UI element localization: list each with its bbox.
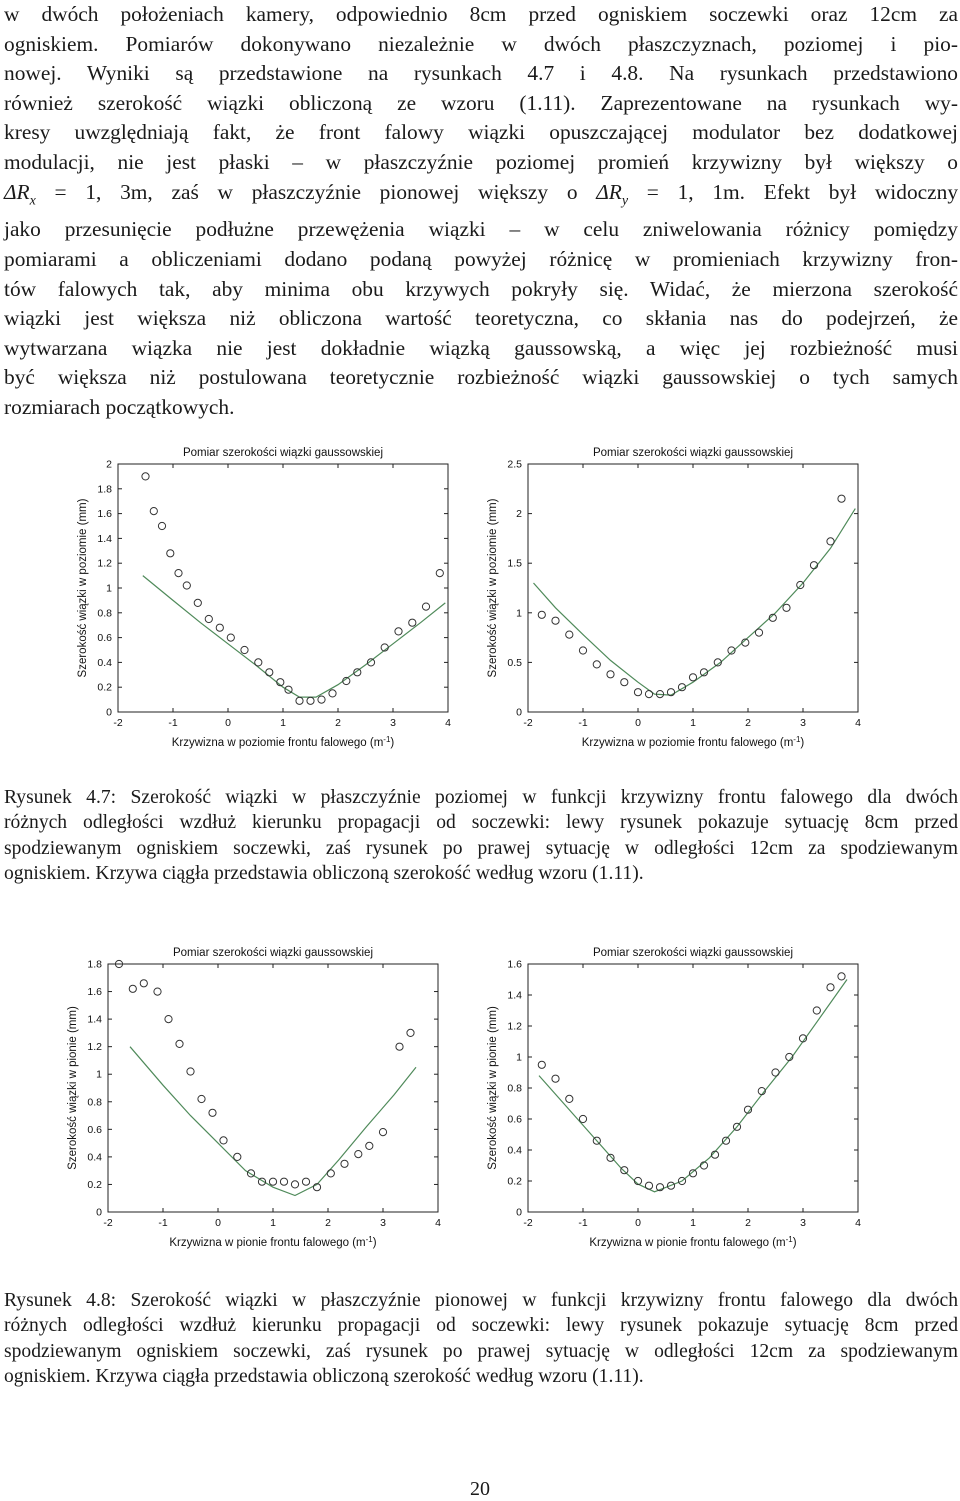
plot-frame [528, 464, 858, 712]
measured-point [187, 1068, 194, 1075]
ry-value: = 1, 1m. [628, 179, 746, 204]
x-tick-label: -2 [523, 717, 533, 729]
measured-point [645, 1182, 652, 1189]
x-tick-label: -1 [158, 1217, 168, 1229]
measured-point [167, 550, 174, 557]
paragraph-line: rozmiarach początkowych. [4, 395, 235, 419]
measured-point [158, 522, 165, 529]
computed-curve [130, 1047, 416, 1196]
rx-value: = 1, 3m, [35, 179, 153, 204]
y-tick-label: 0.6 [87, 1123, 102, 1136]
measured-point [396, 1043, 403, 1050]
measured-point [269, 1178, 276, 1185]
plot-frame [108, 964, 438, 1212]
paragraph-line: również szerokość wiązki obliczoną ze wzoru (1.11). Zaprezentowane na rysunkach wy- [4, 90, 958, 115]
x-tick-label: 3 [380, 1217, 386, 1229]
y-tick-label: 1 [96, 1068, 102, 1081]
x-axis-label-exponent: -1 [785, 1234, 793, 1244]
x-tick-label: 3 [390, 717, 396, 729]
measured-point [579, 1115, 586, 1122]
measured-point [422, 603, 429, 610]
x-tick-label: 0 [225, 717, 231, 729]
x-axis-label-exponent: -1 [793, 734, 801, 744]
chart-horizontal-12cm [480, 440, 880, 760]
paragraph-line: modulacji, nie jest płaski – w płaszczyźnie poziomej promień krzywizny był większy o [4, 149, 958, 174]
measured-point [154, 988, 161, 995]
x-tick-label: 4 [445, 717, 451, 729]
y-tick-label: 1.4 [507, 989, 522, 1002]
measured-point [176, 1040, 183, 1047]
y-axis-label: Szerokość wiązki w poziomie (mm) [487, 498, 499, 678]
chart-vertical-12cm [480, 940, 880, 1260]
x-tick-label: -2 [103, 1217, 113, 1229]
y-tick-label: 0.8 [87, 1096, 102, 1109]
y-tick-label: 2 [516, 508, 522, 521]
caption-line: ogniskiem. Krzywa ciągła przedstawia obliczoną szerokość według wzoru (1.11). [4, 1366, 644, 1388]
caption-line: różnych odległości wzdłuż kierunku propagacji od soczewki: lewy rysunek pokazuje sytuację 8cm przed [4, 1315, 958, 1337]
y-tick-label: 0.8 [97, 607, 112, 620]
y-tick-label: 1 [516, 607, 522, 620]
y-tick-label: 1.2 [97, 557, 112, 570]
x-tick-label: 0 [635, 717, 641, 729]
measured-point [150, 508, 157, 515]
paragraph-line: jako przesunięcie podłużne przewężenia wiązki – w celu zniwelowania różnicy pomiędzy [4, 217, 958, 242]
measured-point [409, 619, 416, 626]
measured-point [566, 631, 573, 638]
chart-title: Pomiar szerokości wiązki gaussowskiej [182, 447, 384, 459]
y-tick-label: 0.4 [87, 1151, 102, 1164]
y-axis-label: Szerokość wiązki w pionie (mm) [67, 1006, 79, 1170]
x-tick-label: 3 [800, 717, 806, 729]
chart-title: Pomiar szerokości wiązki gaussowskiej [592, 947, 794, 959]
y-tick-label: 2.5 [507, 458, 522, 471]
x-tick-label: -2 [523, 1217, 533, 1229]
measured-point [266, 669, 273, 676]
paragraph-line: wytwarzana wiązka nie jest dokładnie wiązką gaussowską, a więc jej rozbieżność musi [4, 335, 958, 360]
y-tick-label: 1 [106, 582, 112, 595]
x-tick-label: 1 [690, 717, 696, 729]
delta-ry: ΔR [596, 179, 622, 204]
plot-frame [528, 964, 858, 1212]
x-tick-label: 4 [435, 1217, 441, 1229]
measured-point [140, 980, 147, 987]
measured-point [379, 1129, 386, 1136]
measured-point [307, 697, 314, 704]
paragraph-line: kresy uwzględniają fakt, że front falowy wiązki opuszczającej modulator bez dodatkowej [4, 120, 958, 145]
x-axis-label: Krzywizna w pionie frontu falowego $(m^{-1})$ [589, 1234, 797, 1249]
x-tick-label: 2 [745, 717, 751, 729]
measured-point [813, 1007, 820, 1014]
measured-point [296, 697, 303, 704]
computed-curve [143, 576, 446, 698]
paragraph-line: w dwóch położeniach kamery, odpowiednio 8cm przed ogniskiem soczewki oraz 12cm za [4, 2, 958, 26]
figure-4-8-caption [4, 1288, 958, 1390]
measured-point [689, 674, 696, 681]
y-tick-label: 0.2 [507, 1175, 522, 1188]
y-tick-label: 0.2 [87, 1178, 102, 1191]
x-tick-label: 4 [855, 1217, 861, 1229]
measured-point [797, 581, 804, 588]
measured-point [241, 646, 248, 653]
measured-point [366, 1142, 373, 1149]
measured-point [234, 1153, 241, 1160]
x-axis-label: Krzywizna w poziomie frontu falowego $(m^{-1})$ [581, 734, 805, 749]
measured-point [607, 671, 614, 678]
paragraph-line: być większa niż postulowana teoretycznie rozbieżność wiązki gaussowskiej o tych samych [4, 365, 958, 390]
x-tick-label: 0 [635, 1217, 641, 1229]
x-tick-label: -1 [578, 717, 588, 729]
measured-point [302, 1178, 309, 1185]
measured-point [280, 1178, 287, 1185]
measured-point [593, 661, 600, 668]
measured-point [216, 624, 223, 631]
x-tick-label: 1 [270, 1217, 276, 1229]
paragraph-line: pomiarami a obliczeniami dodano podaną powyżej różnicę w promieniach krzywizny fron- [4, 247, 958, 272]
ry-subscript: y [621, 192, 629, 208]
measured-point [621, 679, 628, 686]
y-tick-label: 0 [516, 1206, 522, 1219]
paragraph-line: nowej. Wyniki są przedstawione na rysunkach 4.7 i 4.8. Na rysunkach przedstawiono [4, 61, 958, 86]
x-axis-label-tail: ) [390, 737, 395, 749]
paragraph-line: wiązki jest większa niż obliczona wartość teoretyczna, co skłania nas do podejrzeń, że [4, 306, 958, 331]
y-tick-label: 1.8 [87, 958, 102, 971]
computed-curve [539, 980, 847, 1192]
x-axis-label: Krzywizna w poziomie frontu falowego $(m^{-1})$ [171, 734, 395, 749]
y-tick-label: 0 [516, 706, 522, 719]
x-axis-label-tail: ) [372, 1237, 377, 1249]
measured-point [395, 628, 402, 635]
x-axis-label-tail: ) [800, 737, 805, 749]
caption-line: różnych odległości wzdłuż kierunku propagacji od soczewki: lewy rysunek pokazuje sytuację 8cm przed [4, 812, 958, 834]
measured-point [838, 973, 845, 980]
y-tick-label: 0.6 [507, 1113, 522, 1126]
measured-point [566, 1095, 573, 1102]
y-axis-label: Szerokość wiązki w pionie (mm) [487, 1006, 499, 1170]
y-tick-label: 0.8 [507, 1082, 522, 1095]
measured-point [205, 615, 212, 622]
y-tick-label: 1.6 [507, 958, 522, 971]
measured-point [355, 1151, 362, 1158]
chart-horizontal-8cm [70, 440, 470, 760]
x-tick-label: -1 [578, 1217, 588, 1229]
measured-point [198, 1095, 205, 1102]
paragraph-math-line [4, 178, 958, 216]
x-tick-label: -1 [168, 717, 178, 729]
y-axis-label: Szerokość wiązki w poziomie (mm) [77, 498, 89, 678]
chart-vertical-8cm [60, 940, 460, 1260]
measured-point [285, 686, 292, 693]
measured-point [634, 689, 641, 696]
x-tick-label: 1 [280, 717, 286, 729]
y-tick-label: 1.8 [97, 483, 112, 496]
measured-point [607, 1154, 614, 1161]
x-tick-label: 1 [690, 1217, 696, 1229]
x-tick-label: 4 [855, 717, 861, 729]
measured-point [209, 1109, 216, 1116]
y-tick-label: 1.6 [87, 986, 102, 999]
measured-point [645, 691, 652, 698]
caption-line: spodziewanym ogniskiem soczewki, zaś rysunek po prawej sytuację w odległości 12cm za spodziewanym [4, 1340, 958, 1362]
page-number: 20 [470, 1478, 490, 1500]
measured-point [552, 1075, 559, 1082]
figure-4-7-caption [4, 785, 958, 887]
rx-subscript: x [29, 192, 36, 208]
measured-point [838, 495, 845, 502]
measured-point [175, 570, 182, 577]
math-mid-text: zaś w płaszczyźnie pionowej większy o [152, 179, 597, 204]
measured-point [183, 582, 190, 589]
measured-point [827, 538, 834, 545]
y-tick-label: 0.2 [97, 681, 112, 694]
measured-point [436, 570, 443, 577]
measured-point [552, 617, 559, 624]
measured-point [165, 1016, 172, 1023]
x-tick-label: 2 [325, 1217, 331, 1229]
measured-point [129, 985, 136, 992]
x-tick-label: -2 [113, 717, 123, 729]
y-tick-label: 1 [516, 1051, 522, 1064]
measured-point [827, 984, 834, 991]
y-tick-label: 1.6 [97, 508, 112, 521]
delta-rx: ΔR [4, 179, 30, 204]
math-tail-text: Efekt był widoczny [745, 179, 959, 204]
caption-line: Rysunek 4.8: Szerokość wiązki w płaszczyźnie pionowej w funkcji krzywizny frontu falowego dla dwóch [4, 1290, 958, 1311]
measured-point [194, 599, 201, 606]
y-tick-label: 0 [96, 1206, 102, 1219]
x-tick-label: 3 [800, 1217, 806, 1229]
measured-point [722, 1137, 729, 1144]
y-tick-label: 1.5 [507, 557, 522, 570]
measured-point [783, 604, 790, 611]
measured-point [407, 1029, 414, 1036]
measured-point [772, 1069, 779, 1076]
body-paragraph [4, 0, 958, 423]
y-tick-label: 0 [106, 706, 112, 719]
y-tick-label: 1.2 [507, 1020, 522, 1033]
measured-point [227, 634, 234, 641]
y-tick-label: 0.4 [507, 1144, 522, 1157]
x-tick-label: 0 [215, 1217, 221, 1229]
y-tick-label: 1.4 [87, 1013, 102, 1026]
y-tick-label: 0.6 [97, 632, 112, 645]
paragraph-line: tów falowych tak, aby minima obu krzywych pokryły się. Widać, że mierzona szerokość [4, 276, 958, 301]
chart-title: Pomiar szerokości wiązki gaussowskiej [592, 447, 794, 459]
paragraph-line: ogniskiem. Pomiarów dokonywano niezależnie w dwóch płaszczyznach, poziomej i pio- [4, 31, 958, 56]
measured-point [538, 611, 545, 618]
y-tick-label: 1.4 [97, 532, 112, 545]
y-tick-label: 0.4 [97, 656, 112, 669]
computed-curve [534, 509, 856, 695]
measured-point [341, 1160, 348, 1167]
measured-point [621, 1167, 628, 1174]
measured-point [220, 1137, 227, 1144]
measured-point [579, 647, 586, 654]
measured-point [142, 473, 149, 480]
x-axis-label-exponent: -1 [383, 734, 391, 744]
x-axis-label-exponent: -1 [365, 1234, 373, 1244]
chart-title: Pomiar szerokości wiązki gaussowskiej [172, 947, 374, 959]
x-tick-label: 2 [745, 1217, 751, 1229]
x-tick-label: 2 [335, 717, 341, 729]
caption-line: Rysunek 4.7: Szerokość wiązki w płaszczyźnie poziomej w funkcji krzywizny frontu falowego dla dwóch [4, 787, 958, 808]
measured-point [291, 1181, 298, 1188]
caption-line: ogniskiem. Krzywa ciągła przedstawia obliczoną szerokość według wzoru (1.11). [4, 863, 644, 885]
y-tick-label: 1.2 [87, 1041, 102, 1054]
measured-point [318, 696, 325, 703]
y-tick-label: 0.5 [507, 656, 522, 669]
plot-frame [118, 464, 448, 712]
x-axis-label: Krzywizna w pionie frontu falowego $(m^{-1})$ [169, 1234, 377, 1249]
measured-point [329, 690, 336, 697]
measured-point [538, 1061, 545, 1068]
measured-point [327, 1170, 334, 1177]
y-tick-label: 2 [106, 458, 112, 471]
measured-point [255, 659, 262, 666]
x-axis-label-tail: ) [792, 1237, 797, 1249]
measured-point [755, 629, 762, 636]
caption-line: spodziewanym ogniskiem soczewki, zaś rysunek po prawej sytuację w odległości 12cm za spodziewanym [4, 837, 958, 859]
